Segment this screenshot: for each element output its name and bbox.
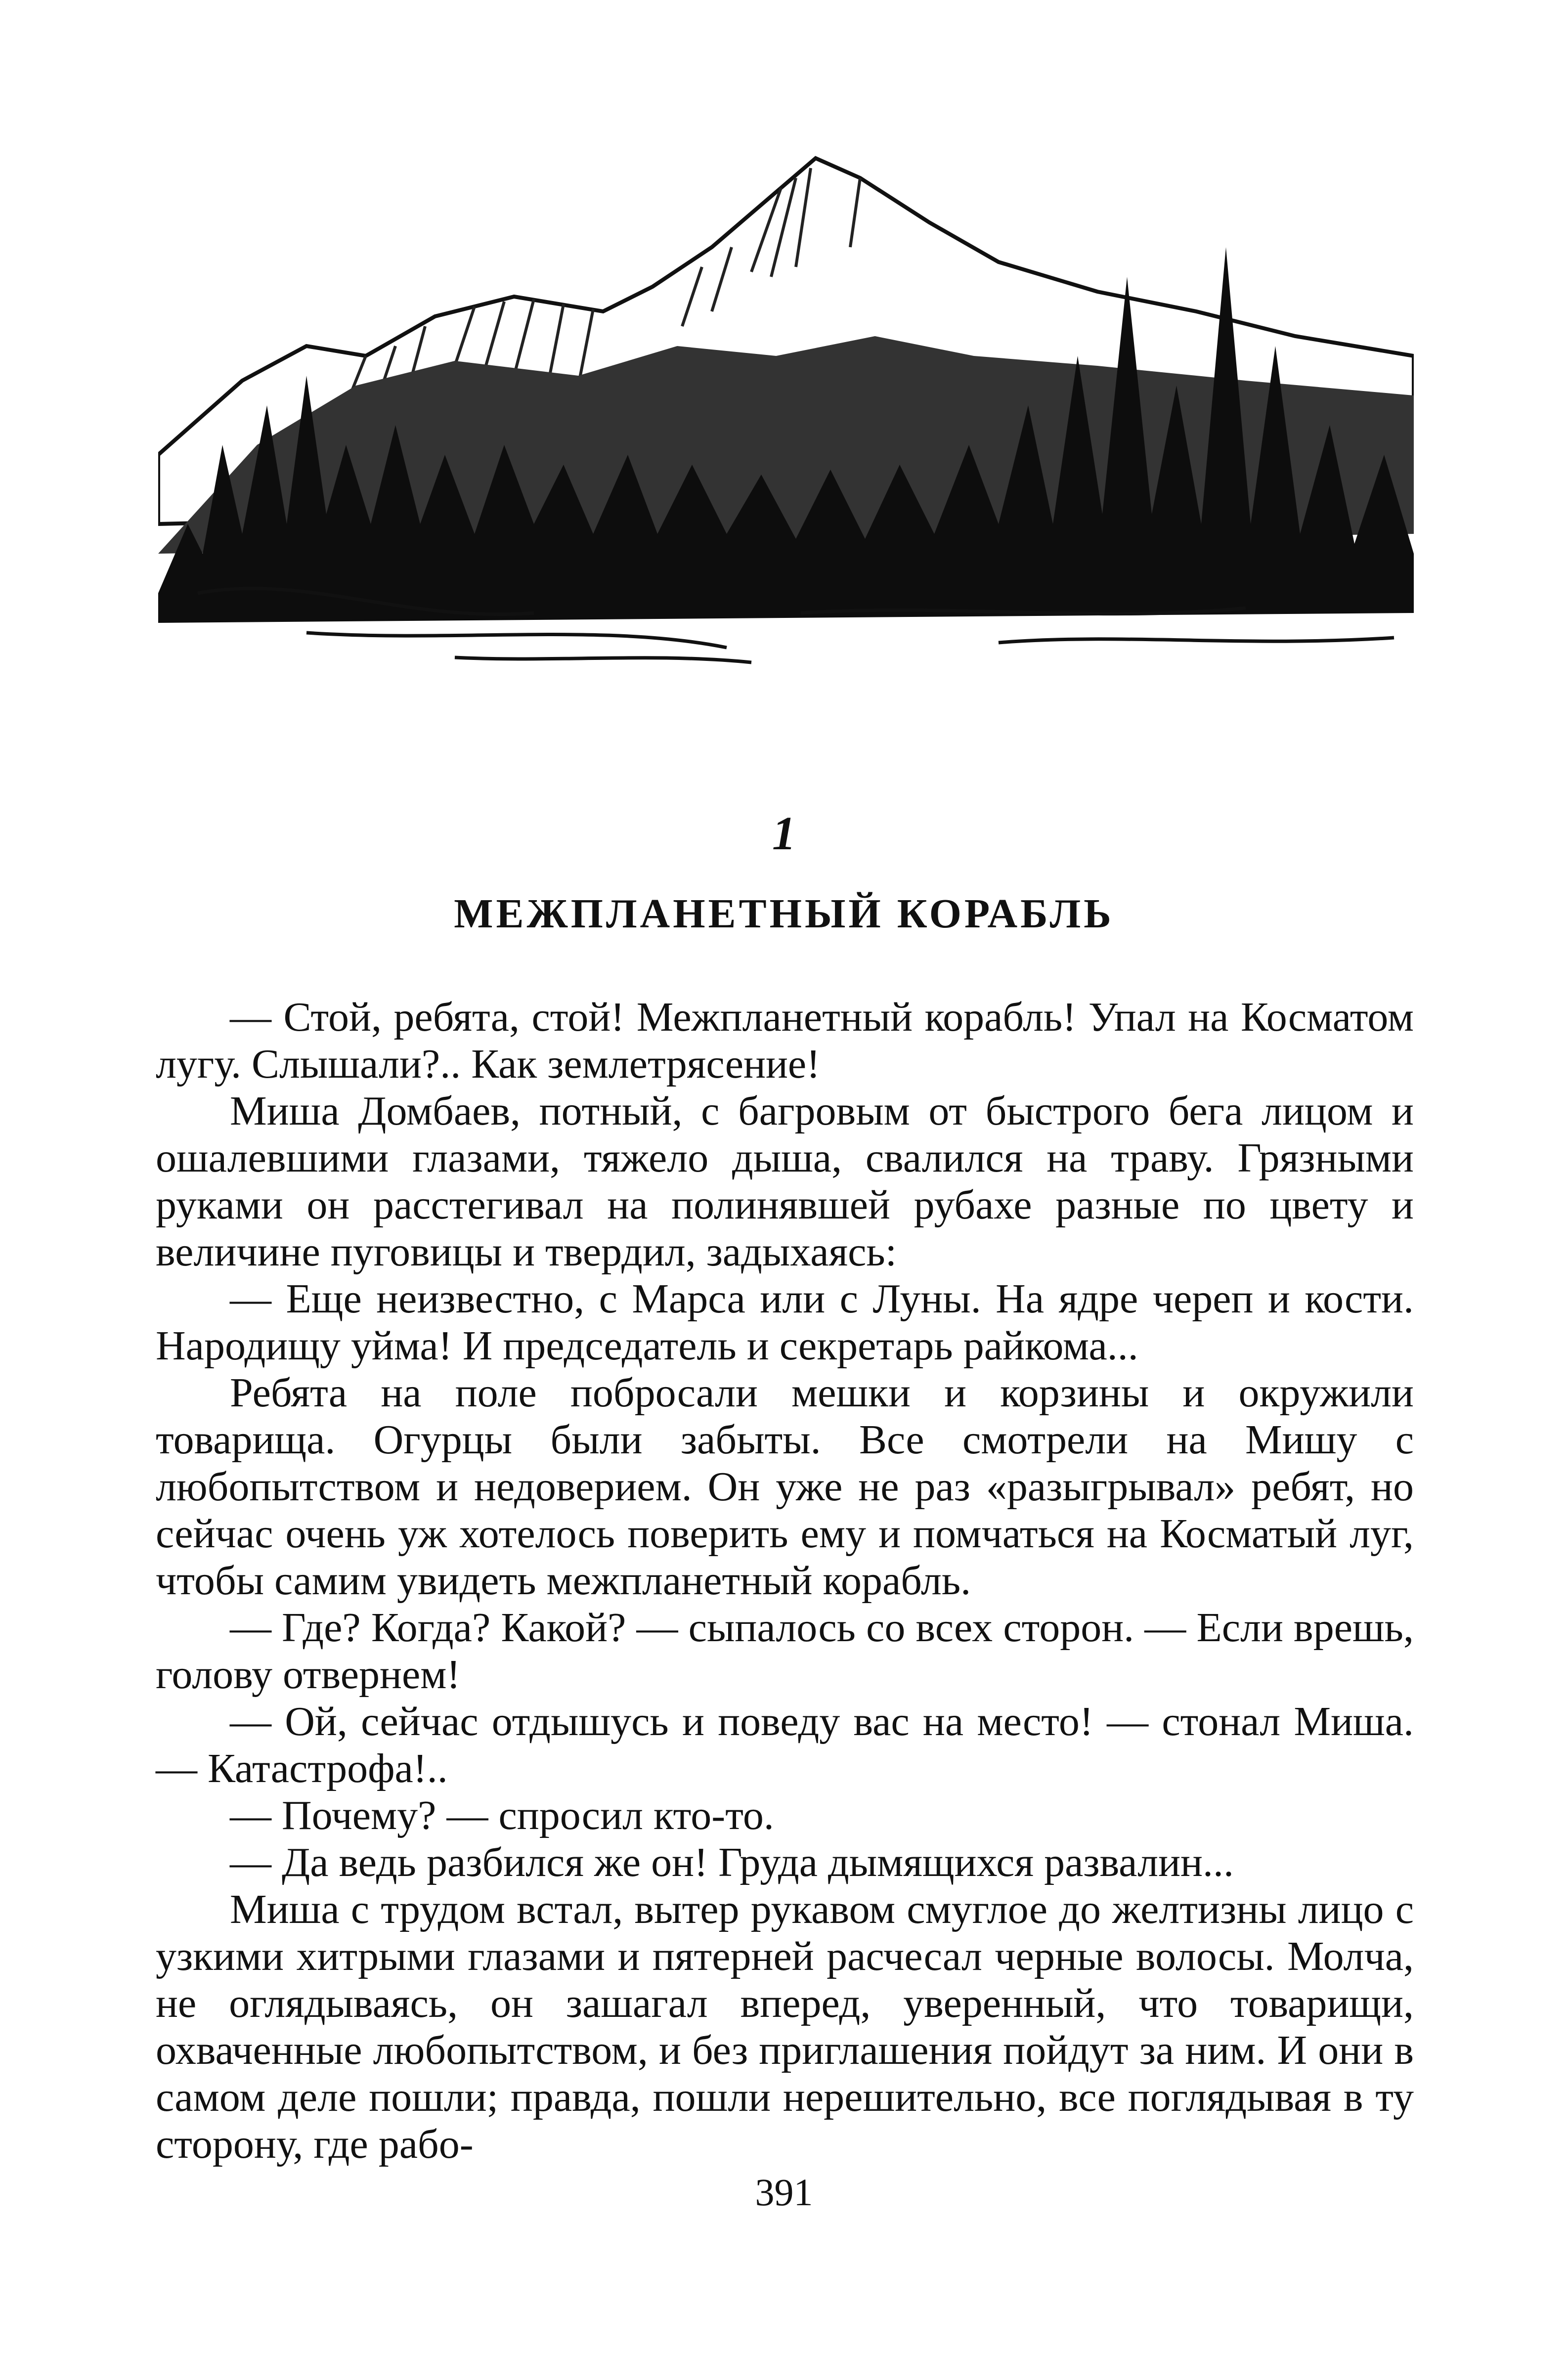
chapter-number: 1 — [772, 807, 796, 860]
paragraph: — Еще неизвестно, с Марса или с Луны. На ядре череп и кости. Народищу уйма! И председатель и секретарь райкома... — [156, 1276, 1414, 1369]
paragraph: Ребята на поле побросали мешки и корзины и окружили товарища. Огурцы были забыты. Все смотрели на Мишу с любопытством и недоверием. Он уже не раз «разыгрывал» ребят, но сейчас очень уж хотелось поверить ему и помчаться на Косматый луг, чтобы самим увидеть межпланетный корабль. — [156, 1370, 1414, 1604]
paragraph: Миша с трудом встал, вытер рукавом смуглое до желтизны лицо с узкими хитрыми глазами и пятерней расчесал черные волосы. Молча, не оглядываясь, он зашагал вперед, уверенный, что товарищи, охваченные любопытством, и без приглашения пойдут за ним. И они в самом деле пошли; правда, пошли нерешительно, все поглядывая в ту сторону, где рабо- — [156, 1886, 1414, 2167]
page-number: 391 — [755, 2171, 813, 2214]
body-text — [156, 994, 1414, 2168]
paragraph: — Ой, сейчас отдышусь и поведу вас на место! — стонал Миша. — Катастрофа!.. — [156, 1699, 1414, 1791]
paragraph: — Да ведь разбился же он! Груда дымящихся развалин... — [230, 1839, 1234, 1885]
mountain-forest-illustration — [158, 148, 1414, 667]
paragraph: Миша Домбаев, потный, с багровым от быстрого бега лицом и ошалевшими глазами, тяжело дыша, свалился на траву. Грязными руками он расстегивал на полинявшей рубахе разные по цвету и величине пуговицы и твердил, задыхаясь: — [156, 1088, 1414, 1275]
paragraph: — Где? Когда? Какой? — сыпалось со всех сторон. — Если врешь, голову отвернем! — [156, 1605, 1414, 1698]
chapter-title: МЕЖПЛАНЕТНЫЙ КОРАБЛЬ — [454, 891, 1114, 937]
paragraph: — Почему? — спросил кто-то. — [230, 1792, 774, 1838]
paragraph: — Стой, ребята, стой! Межпланетный корабль! Упал на Косматом лугу. Слышали?.. Как землетрясение! — [156, 994, 1414, 1087]
